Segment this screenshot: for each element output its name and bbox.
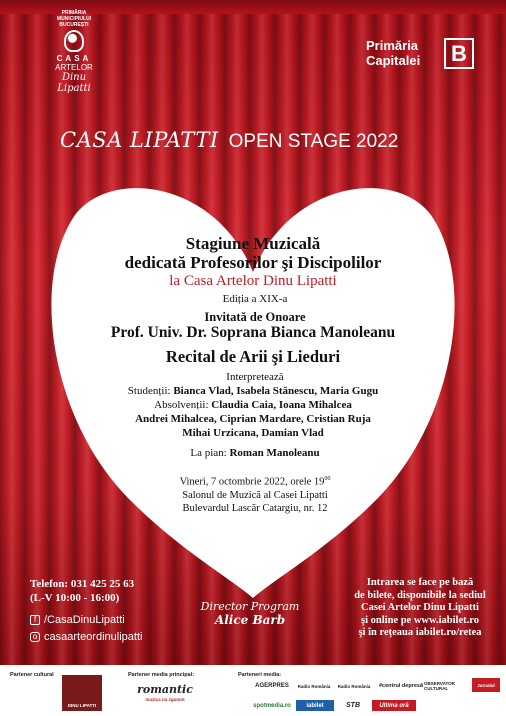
logo-dinu-lipatti: Dinu Lipatti bbox=[57, 72, 91, 94]
date-sup: 00 bbox=[324, 476, 331, 482]
hours: (L-V 10:00 - 16:00) bbox=[30, 592, 120, 604]
radio-romania-logo-2: Radio România bbox=[337, 683, 371, 689]
contact-block bbox=[30, 577, 142, 644]
logo-line: PRIMĂRIA bbox=[61, 10, 87, 16]
tickets-line: Casei Artelor Dinu Lipatti bbox=[361, 602, 479, 613]
logo-line: MUNICIPIULUI bbox=[56, 16, 92, 22]
guest-label: Invitată de Onoare bbox=[204, 310, 306, 324]
piano-label: La pian: bbox=[190, 447, 230, 459]
venue-line: la Casa Artelor Dinu Lipatti bbox=[169, 273, 337, 289]
media-main-partner-label: Partener media principal: bbox=[128, 672, 195, 678]
title-open-stage: OPEN STAGE 2022 bbox=[228, 131, 399, 152]
graduates-names: Claudia Caia, Ioana Mihalcea bbox=[211, 399, 352, 411]
iabilet-logo: iabilet bbox=[296, 700, 334, 711]
date-text: Vineri, 7 octombrie 2022, orele 19 bbox=[179, 476, 325, 488]
graduates-line bbox=[103, 399, 403, 411]
students-names: Bianca Vlad, Isabela Stănescu, Maria Gugu bbox=[173, 385, 379, 397]
agerpres-logo: AGERPRES bbox=[255, 683, 289, 689]
logo-artelor: ARTELOR bbox=[55, 63, 93, 72]
recital-title: Recital de Arii şi Lieduri bbox=[165, 347, 341, 366]
instagram-link[interactable] bbox=[30, 630, 142, 644]
ultima-ora-logo: Ultima oră bbox=[372, 700, 416, 711]
students-line bbox=[80, 385, 426, 397]
facebook-link[interactable] bbox=[30, 613, 142, 627]
jurnalul-logo: Jurnalul bbox=[472, 678, 500, 692]
facebook-icon: f bbox=[30, 615, 40, 625]
graduates-line2: Andrei Mihalcea, Ciprian Mardare, Cristian Ruja bbox=[135, 413, 371, 425]
address-line: Bulevardul Lascăr Catargiu, nr. 12 bbox=[182, 503, 328, 514]
graduates-line3: Mihai Urzicana, Damian Vlad bbox=[182, 427, 324, 439]
phone[interactable]: Telefon: 031 425 25 63 bbox=[30, 578, 135, 590]
primaria-badge-icon: B bbox=[444, 38, 474, 69]
tickets-line: de bilete, disponibile la sediul bbox=[354, 589, 486, 601]
piano-line bbox=[150, 447, 360, 459]
piano-name: Roman Manoleanu bbox=[229, 447, 320, 459]
instagram-handle: casaarteordinulipatti bbox=[44, 631, 143, 643]
spotmedia-logo: spotmedia.ro bbox=[253, 702, 291, 709]
title-casa-lipatti: CASA LIPATTI bbox=[60, 128, 219, 152]
dinu-lipatti-partner-logo: DINU LIPATTI bbox=[62, 675, 102, 711]
primaria-line2: Capitalei bbox=[366, 53, 421, 68]
season-line1: Stagiune Muzicală bbox=[185, 234, 321, 253]
logo-line: BUCUREȘTI bbox=[59, 22, 89, 28]
centrul-de-presa-logo: #centrul depresă bbox=[378, 683, 424, 689]
instagram-icon: o bbox=[30, 632, 40, 642]
performers-label: Interpretează bbox=[226, 371, 284, 383]
director-block bbox=[195, 600, 305, 627]
date-line bbox=[150, 476, 360, 488]
facebook-handle: /CasaDinuLipatti bbox=[44, 614, 125, 626]
tickets-network-link[interactable]: şi în rețeaua iabilet.ro/retea bbox=[358, 627, 482, 638]
students-label: Studenții: bbox=[127, 385, 174, 397]
tickets-block bbox=[340, 577, 500, 640]
primaria-line1: Primăria bbox=[366, 38, 419, 53]
radio-romania-logo: Radio România bbox=[297, 683, 331, 689]
partners-strip bbox=[0, 665, 506, 716]
director-label: Director Program bbox=[200, 600, 300, 613]
romantic-logo: romantic bbox=[137, 682, 193, 696]
graduates-label: Absolvenții: bbox=[154, 399, 212, 411]
guest-name: Prof. Univ. Dr. Soprana Bianca Manoleanu bbox=[110, 324, 396, 341]
romantic-tagline: muzica nu zgomot bbox=[145, 697, 185, 702]
cultural-partner-label: Partener cultural bbox=[10, 672, 54, 678]
tickets-link[interactable]: şi online pe www.iabilet.ro bbox=[361, 614, 479, 626]
media-partners-label: Parteneri media: bbox=[238, 672, 282, 678]
tickets-line: Intrarea se face pe bază bbox=[366, 577, 474, 588]
logo-casa: CASA bbox=[56, 54, 92, 63]
edition-line: Ediția a XIX-a bbox=[222, 293, 288, 305]
director-name: Alice Barb bbox=[214, 613, 286, 627]
hall-line: Salonul de Muzică al Casei Lipatti bbox=[182, 490, 328, 501]
season-line2: dedicată Profesorilor şi Discipolilor bbox=[124, 253, 382, 272]
stb-logo: STB bbox=[346, 702, 360, 709]
observator-cultural-logo: OBSERVATOR CULTURAL bbox=[424, 681, 455, 691]
